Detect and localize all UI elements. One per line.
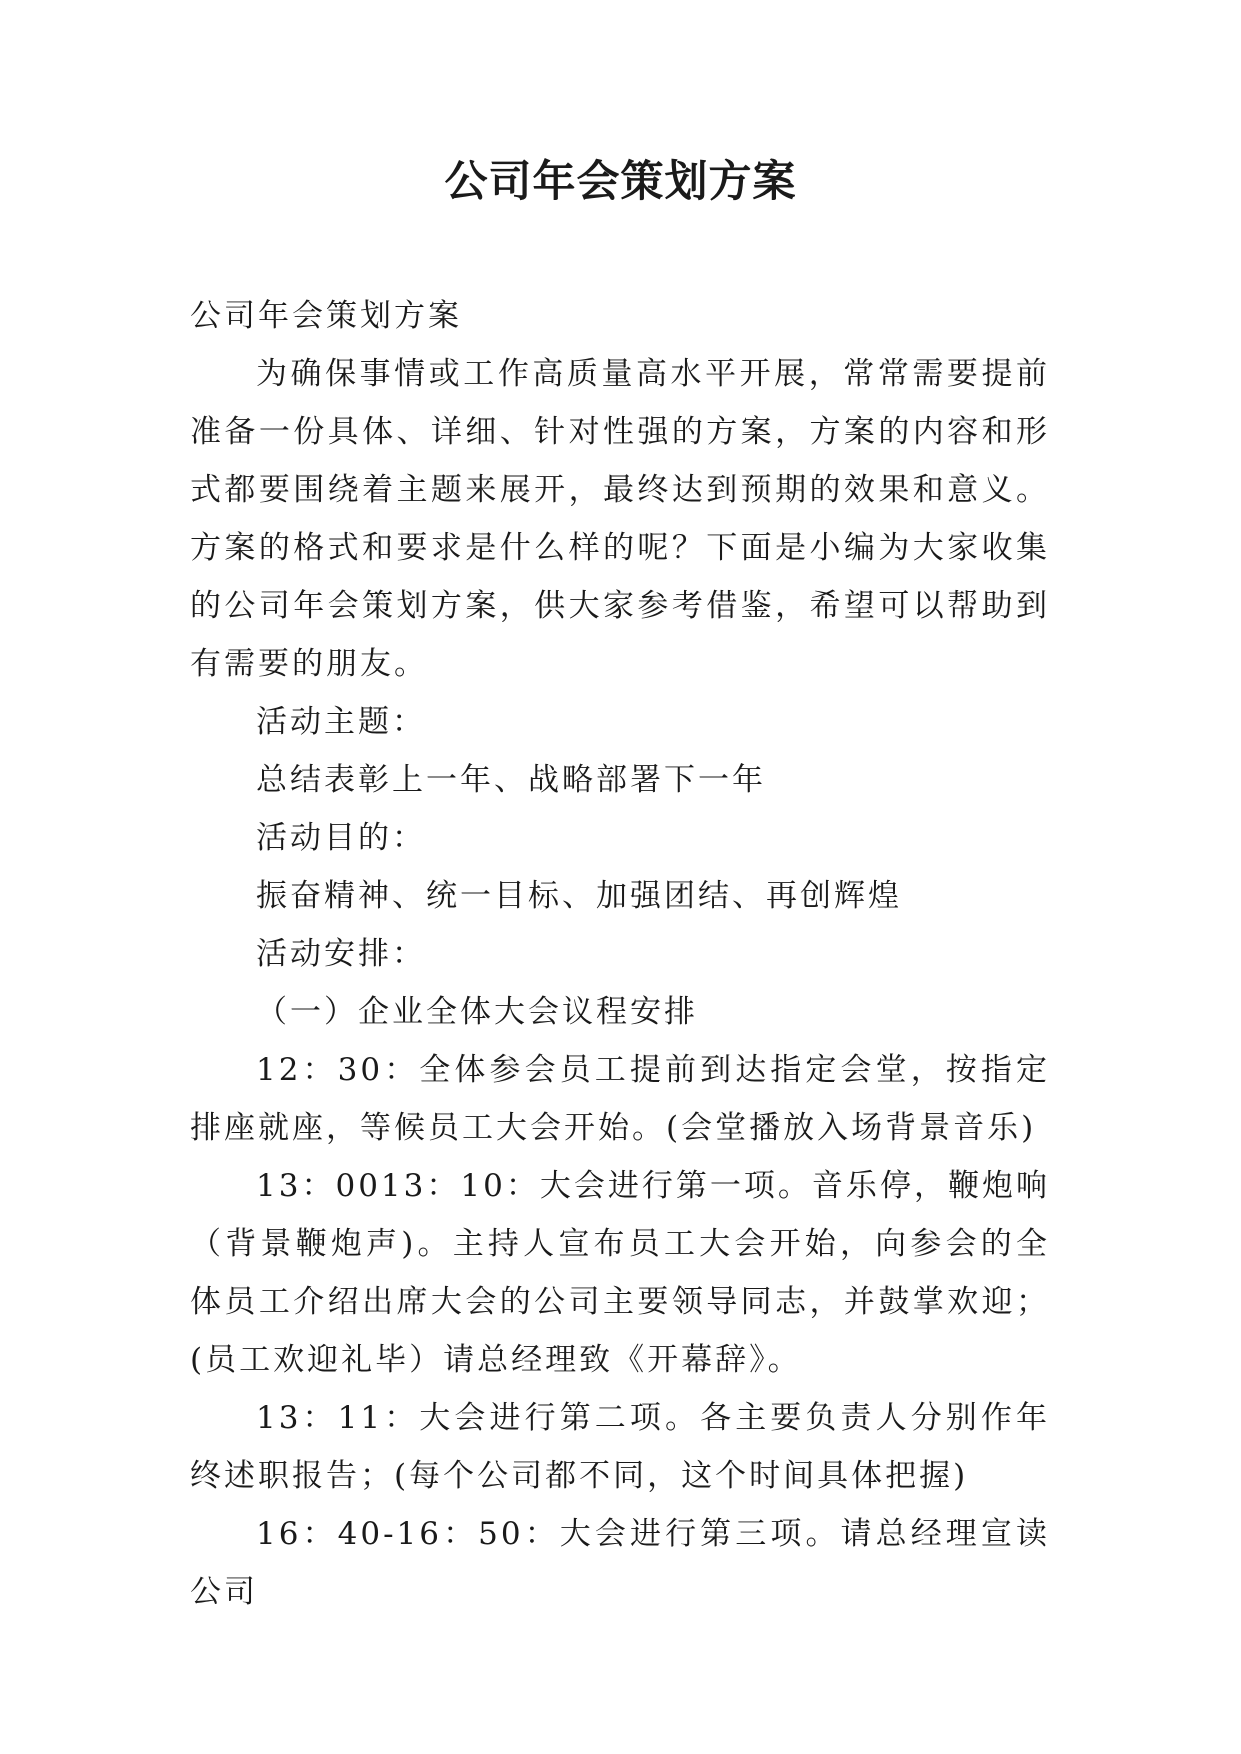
activity-theme-label: 活动主题： [256,704,426,740]
section-heading-agenda: （一）企业全体大会议程安排 [256,994,698,1030]
agenda-item-1300: 13：0013：10：大会进行第一项。音乐停，鞭炮响（背景鞭炮声)。主持人宣布员工大会开始，向参会的全体员工介绍出席大会的公司主要领导同志，并鼓掌欢迎；(员工欢迎礼毕）请总经理致《开幕辞》。 [190,1168,1050,1378]
agenda-item-1640: 16：40-16：50：大会进行第三项。请总经理宣读公司 [190,1516,1050,1610]
document-title: 公司年会策划方案 [444,157,797,207]
activity-purpose-label: 活动目的： [256,820,426,856]
agenda-item-1311: 13：11：大会进行第二项。各主要负责人分别作年终述职报告；(每个公司都不同，这个时间具体把握) [190,1400,1050,1494]
agenda-item-1230: 12：30：全体参会员工提前到达指定会堂，按指定排座就座，等候员工大会开始。(会堂播放入场背景音乐) [190,1052,1050,1146]
intro-paragraph: 为确保事情或工作高质量高水平开展，常常需要提前准备一份具体、详细、针对性强的方案，方案的内容和形式都要围绕着主题来展开，最终达到预期的效果和意义。方案的格式和要求是什么样的呢？下面是小编为大家收集的公司年会策划方案，供大家参考借鉴，希望可以帮助到有需要的朋友。 [190,356,1050,682]
activity-arrangement-label: 活动安排： [256,936,426,972]
activity-theme-text: 总结表彰上一年、战略部署下一年 [256,762,766,798]
activity-purpose-text: 振奋精神、统一目标、加强团结、再创辉煌 [256,878,902,914]
subtitle-paragraph: 公司年会策划方案 [190,298,462,334]
document-body [190,287,1050,1621]
